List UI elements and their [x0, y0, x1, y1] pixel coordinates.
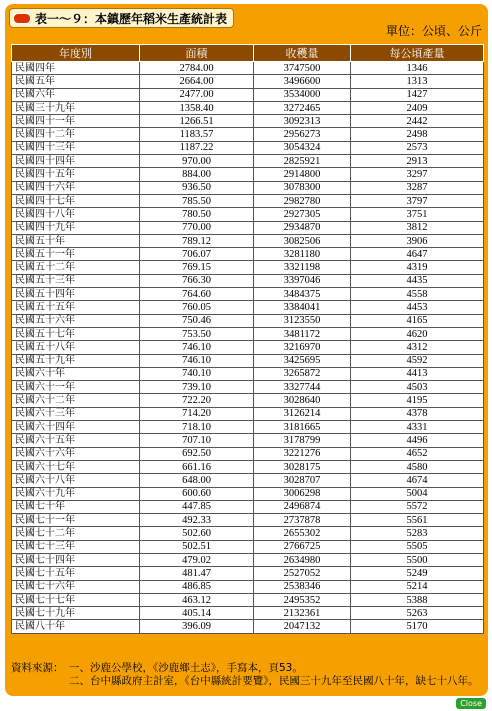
- cell-harvest: 2737878: [254, 514, 351, 527]
- table-row: [12, 341, 484, 354]
- cell-harvest: 2927305: [254, 208, 351, 221]
- table-row: [12, 221, 484, 234]
- cell-year: 民國六十三年: [12, 407, 140, 420]
- cell-area: 780.50: [140, 208, 254, 221]
- cell-area: 600.60: [140, 487, 254, 500]
- cell-year: 民國四十二年: [12, 128, 140, 141]
- table-row: [12, 261, 484, 274]
- table-row: [12, 314, 484, 327]
- cell-harvest: 2655302: [254, 527, 351, 540]
- cell-year: 民國六十四年: [12, 421, 140, 434]
- table-title-bar: [9, 8, 234, 28]
- cell-area: 396.09: [140, 620, 254, 633]
- cell-harvest: 3397046: [254, 274, 351, 287]
- table-row: [12, 434, 484, 447]
- cell-area: 486.85: [140, 580, 254, 593]
- cell-year: 民國五十二年: [12, 261, 140, 274]
- cell-year: 民國四十九年: [12, 221, 140, 234]
- cell-harvest: 3281180: [254, 248, 351, 261]
- table-row: [12, 620, 484, 633]
- cell-area: 2477.00: [140, 88, 254, 101]
- source-line-2: 二、台中縣政府主計室，《台中縣統計要覽》，民國三十九年至民國八十年，缺七十八年。: [69, 675, 479, 687]
- cell-yield: 4312: [351, 341, 484, 354]
- cell-harvest: 2914800: [254, 168, 351, 181]
- unit-label: 單位：公頃、公斤: [385, 24, 482, 38]
- cell-yield: 3906: [351, 234, 484, 247]
- table-row: [12, 301, 484, 314]
- cell-harvest: 3006298: [254, 487, 351, 500]
- table-row: [12, 128, 484, 141]
- cell-area: 722.20: [140, 394, 254, 407]
- table-row: [12, 527, 484, 540]
- cell-yield: 5170: [351, 620, 484, 633]
- cell-year: 民國六十九年: [12, 487, 140, 500]
- source-notes: [11, 662, 483, 688]
- cell-harvest: 3534000: [254, 88, 351, 101]
- cell-area: 2784.00: [140, 62, 254, 75]
- cell-area: 479.02: [140, 553, 254, 566]
- cell-yield: 5283: [351, 527, 484, 540]
- cell-year: 民國四十四年: [12, 155, 140, 168]
- cell-harvest: 2495352: [254, 593, 351, 606]
- cell-area: 463.12: [140, 593, 254, 606]
- cell-harvest: 3028175: [254, 460, 351, 473]
- table-row: [12, 62, 484, 75]
- cell-yield: 3751: [351, 208, 484, 221]
- cell-area: 936.50: [140, 181, 254, 194]
- cell-area: 970.00: [140, 155, 254, 168]
- cell-yield: 4453: [351, 301, 484, 314]
- cell-area: 739.10: [140, 381, 254, 394]
- cell-harvest: 3054324: [254, 141, 351, 154]
- cell-area: 1183.57: [140, 128, 254, 141]
- cell-year: 民國七十三年: [12, 540, 140, 553]
- cell-year: 民國三十九年: [12, 101, 140, 114]
- cell-year: 民國七十一年: [12, 514, 140, 527]
- cell-harvest: 3082506: [254, 234, 351, 247]
- cell-yield: 5561: [351, 514, 484, 527]
- cell-year: 民國五十七年: [12, 327, 140, 340]
- cell-area: 1358.40: [140, 101, 254, 114]
- table-title: 表一～９：本鎮歷年稻米生產統計表: [35, 11, 228, 26]
- cell-area: 770.00: [140, 221, 254, 234]
- cell-yield: 3797: [351, 194, 484, 207]
- cell-year: 民國五年: [12, 75, 140, 88]
- cell-yield: 2573: [351, 141, 484, 154]
- cell-harvest: 3181665: [254, 421, 351, 434]
- cell-yield: 5572: [351, 500, 484, 513]
- cell-year: 民國六十年: [12, 367, 140, 380]
- cell-harvest: 3496600: [254, 75, 351, 88]
- cell-area: 648.00: [140, 474, 254, 487]
- cell-harvest: 3078300: [254, 181, 351, 194]
- table-row: [12, 274, 484, 287]
- cell-area: 789.12: [140, 234, 254, 247]
- cell-area: 1266.51: [140, 115, 254, 128]
- cell-area: 753.50: [140, 327, 254, 340]
- table-row: [12, 553, 484, 566]
- pill-bullet-icon: [13, 13, 31, 24]
- cell-year: 民國五十九年: [12, 354, 140, 367]
- cell-area: 785.50: [140, 194, 254, 207]
- cell-harvest: 3028707: [254, 474, 351, 487]
- cell-harvest: 2634980: [254, 553, 351, 566]
- cell-yield: 4195: [351, 394, 484, 407]
- cell-yield: 4319: [351, 261, 484, 274]
- cell-area: 764.60: [140, 288, 254, 301]
- cell-area: 405.14: [140, 607, 254, 620]
- table-row: [12, 474, 484, 487]
- cell-year: 民國七十五年: [12, 567, 140, 580]
- table-row: [12, 593, 484, 606]
- cell-year: 民國四十三年: [12, 141, 140, 154]
- cell-area: 706.07: [140, 248, 254, 261]
- cell-area: 502.51: [140, 540, 254, 553]
- table-row: [12, 101, 484, 114]
- cell-yield: 5263: [351, 607, 484, 620]
- cell-year: 民國五十年: [12, 234, 140, 247]
- cell-yield: 5214: [351, 580, 484, 593]
- cell-area: 707.10: [140, 434, 254, 447]
- cell-yield: 4620: [351, 327, 484, 340]
- cell-area: 746.10: [140, 341, 254, 354]
- cell-harvest: 2538346: [254, 580, 351, 593]
- table-row: [12, 607, 484, 620]
- table-row: [12, 194, 484, 207]
- table-row: [12, 367, 484, 380]
- cell-area: 740.10: [140, 367, 254, 380]
- table-row: [12, 460, 484, 473]
- table-row: [12, 514, 484, 527]
- cell-harvest: 2527052: [254, 567, 351, 580]
- header-yield: 每公頃產量: [351, 45, 484, 62]
- table-row: [12, 567, 484, 580]
- cell-yield: 5505: [351, 540, 484, 553]
- close-button[interactable]: Close: [456, 698, 486, 709]
- table-row: [12, 500, 484, 513]
- cell-yield: 4165: [351, 314, 484, 327]
- table-row: [12, 248, 484, 261]
- table-row: [12, 407, 484, 420]
- cell-yield: 4413: [351, 367, 484, 380]
- cell-year: 民國五十六年: [12, 314, 140, 327]
- cell-area: 766.30: [140, 274, 254, 287]
- table-row: [12, 115, 484, 128]
- cell-year: 民國六十二年: [12, 394, 140, 407]
- table-row: [12, 141, 484, 154]
- cell-harvest: 2132361: [254, 607, 351, 620]
- cell-harvest: 3747500: [254, 62, 351, 75]
- cell-year: 民國五十四年: [12, 288, 140, 301]
- cell-harvest: 3178799: [254, 434, 351, 447]
- cell-harvest: 3384041: [254, 301, 351, 314]
- cell-area: 884.00: [140, 168, 254, 181]
- cell-area: 692.50: [140, 447, 254, 460]
- cell-harvest: 3425695: [254, 354, 351, 367]
- cell-harvest: 3484375: [254, 288, 351, 301]
- table-row: [12, 381, 484, 394]
- cell-harvest: 3481172: [254, 327, 351, 340]
- cell-yield: 3812: [351, 221, 484, 234]
- cell-harvest: 3272465: [254, 101, 351, 114]
- cell-area: 714.20: [140, 407, 254, 420]
- cell-yield: 2409: [351, 101, 484, 114]
- cell-harvest: 3327744: [254, 381, 351, 394]
- cell-year: 民國六十五年: [12, 434, 140, 447]
- cell-year: 民國七十六年: [12, 580, 140, 593]
- cell-area: 502.60: [140, 527, 254, 540]
- header-year: 年度別: [12, 45, 140, 62]
- cell-year: 民國四年: [12, 62, 140, 75]
- cell-year: 民國七十二年: [12, 527, 140, 540]
- cell-yield: 4580: [351, 460, 484, 473]
- cell-yield: 2442: [351, 115, 484, 128]
- cell-yield: 4503: [351, 381, 484, 394]
- cell-harvest: 2934870: [254, 221, 351, 234]
- cell-year: 民國六十八年: [12, 474, 140, 487]
- cell-year: 民國四十五年: [12, 168, 140, 181]
- cell-harvest: 3123550: [254, 314, 351, 327]
- table-row: [12, 168, 484, 181]
- cell-year: 民國五十一年: [12, 248, 140, 261]
- cell-yield: 4435: [351, 274, 484, 287]
- cell-yield: 4592: [351, 354, 484, 367]
- cell-yield: 1313: [351, 75, 484, 88]
- cell-yield: 5500: [351, 553, 484, 566]
- table-row: [12, 88, 484, 101]
- cell-year: 民國五十三年: [12, 274, 140, 287]
- table-row: [12, 288, 484, 301]
- table-row: [12, 580, 484, 593]
- cell-yield: 1427: [351, 88, 484, 101]
- header-harvest: 收穫量: [254, 45, 351, 62]
- cell-year: 民國六十六年: [12, 447, 140, 460]
- cell-area: 750.46: [140, 314, 254, 327]
- cell-year: 民國六十七年: [12, 460, 140, 473]
- table-row: [12, 487, 484, 500]
- cell-harvest: 3092313: [254, 115, 351, 128]
- table-row: [12, 208, 484, 221]
- cell-harvest: 3321198: [254, 261, 351, 274]
- cell-year: 民國七十年: [12, 500, 140, 513]
- cell-year: 民國六年: [12, 88, 140, 101]
- cell-yield: 1346: [351, 62, 484, 75]
- cell-area: 746.10: [140, 354, 254, 367]
- cell-yield: 5388: [351, 593, 484, 606]
- cell-year: 民國四十八年: [12, 208, 140, 221]
- cell-yield: 4496: [351, 434, 484, 447]
- cell-year: 民國四十六年: [12, 181, 140, 194]
- cell-year: 民國六十一年: [12, 381, 140, 394]
- source-label: 資料來源：: [11, 662, 64, 674]
- cell-year: 民國四十七年: [12, 194, 140, 207]
- table-row: [12, 234, 484, 247]
- table-header-row: [12, 45, 484, 62]
- cell-area: 760.05: [140, 301, 254, 314]
- table-row: [12, 75, 484, 88]
- source-line-1: 一、沙鹿公學校，《沙鹿鄉土志》，手寫本，頁53。: [69, 662, 303, 674]
- cell-year: 民國四十一年: [12, 115, 140, 128]
- cell-yield: 4558: [351, 288, 484, 301]
- cell-area: 769.15: [140, 261, 254, 274]
- cell-area: 481.47: [140, 567, 254, 580]
- cell-yield: 4674: [351, 474, 484, 487]
- cell-harvest: 2496874: [254, 500, 351, 513]
- cell-year: 民國七十七年: [12, 593, 140, 606]
- cell-year: 民國五十五年: [12, 301, 140, 314]
- cell-harvest: 3221276: [254, 447, 351, 460]
- cell-yield: 2913: [351, 155, 484, 168]
- cell-harvest: 2766725: [254, 540, 351, 553]
- cell-area: 447.85: [140, 500, 254, 513]
- cell-area: 718.10: [140, 421, 254, 434]
- cell-year: 民國七十四年: [12, 553, 140, 566]
- cell-area: 1187.22: [140, 141, 254, 154]
- table-row: [12, 447, 484, 460]
- cell-harvest: 2047132: [254, 620, 351, 633]
- cell-harvest: 3028640: [254, 394, 351, 407]
- cell-yield: 4378: [351, 407, 484, 420]
- table-row: [12, 540, 484, 553]
- table-row: [12, 394, 484, 407]
- cell-yield: 4652: [351, 447, 484, 460]
- cell-yield: 5249: [351, 567, 484, 580]
- cell-harvest: 2825921: [254, 155, 351, 168]
- cell-harvest: 3126214: [254, 407, 351, 420]
- cell-harvest: 2956273: [254, 128, 351, 141]
- cell-year: 民國八十年: [12, 620, 140, 633]
- table-row: [12, 421, 484, 434]
- cell-year: 民國七十九年: [12, 607, 140, 620]
- cell-yield: 3297: [351, 168, 484, 181]
- table-row: [12, 155, 484, 168]
- header-area: 面積: [140, 45, 254, 62]
- cell-yield: 4647: [351, 248, 484, 261]
- cell-area: 492.33: [140, 514, 254, 527]
- cell-yield: 2498: [351, 128, 484, 141]
- table-row: [12, 354, 484, 367]
- cell-harvest: 3216970: [254, 341, 351, 354]
- rice-production-table: [11, 44, 484, 634]
- cell-yield: 5004: [351, 487, 484, 500]
- cell-area: 661.16: [140, 460, 254, 473]
- cell-harvest: 3265872: [254, 367, 351, 380]
- cell-year: 民國五十八年: [12, 341, 140, 354]
- cell-area: 2664.00: [140, 75, 254, 88]
- table-row: [12, 181, 484, 194]
- table-row: [12, 327, 484, 340]
- cell-yield: 4331: [351, 421, 484, 434]
- cell-yield: 3287: [351, 181, 484, 194]
- cell-harvest: 2982780: [254, 194, 351, 207]
